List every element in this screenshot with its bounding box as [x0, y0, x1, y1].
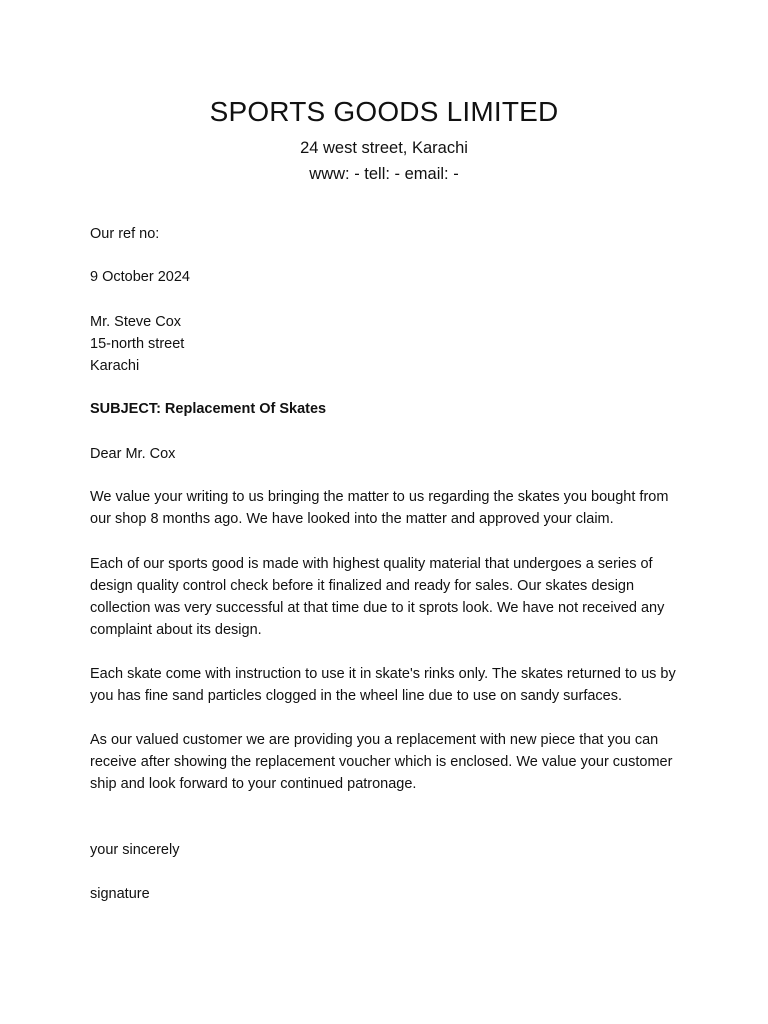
recipient-city: Karachi — [90, 358, 140, 374]
signature: signature — [90, 886, 150, 902]
company-name: SPORTS GOODS LIMITED — [209, 96, 559, 127]
salutation: Dear Mr. Cox — [90, 446, 176, 462]
paragraph-3: Each skate come with instruction to use it in skate's rinks only. The skates returned to us by you has fine sand particles clogged in the wheel line due to use on sandy surfaces. — [90, 666, 676, 704]
letter-subject: SUBJECT: Replacement Of Skates — [90, 401, 327, 417]
complimentary-close: your sincerely — [90, 842, 180, 858]
company-address: 24 west street, Karachi — [300, 139, 468, 157]
letter-date: 9 October 2024 — [90, 269, 190, 285]
recipient-address — [90, 311, 682, 377]
paragraph-1: We value your writing to us bringing the matter to us regarding the skates you bought from our shop 8 months ago. We have looked into the matter and approved your claim. — [90, 489, 669, 527]
reference-number: Our ref no: — [90, 226, 160, 242]
recipient-name: Mr. Steve Cox — [90, 314, 182, 330]
recipient-street: 15-north street — [90, 336, 185, 352]
company-contact: www: - tell: - email: - — [309, 165, 459, 183]
paragraph-4: As our valued customer we are providing you a replacement with new piece that you can receive after showing the replacement voucher which is enclosed. We value your customer ship and look forward to your continued patronage. — [90, 732, 673, 792]
paragraph-2: Each of our sports good is made with highest quality material that undergoes a series of design quality control check before it finalized and ready for sales. Our skates design collection was very successful at that time due to it sprots look. We have not received any complaint about its design. — [90, 556, 665, 638]
